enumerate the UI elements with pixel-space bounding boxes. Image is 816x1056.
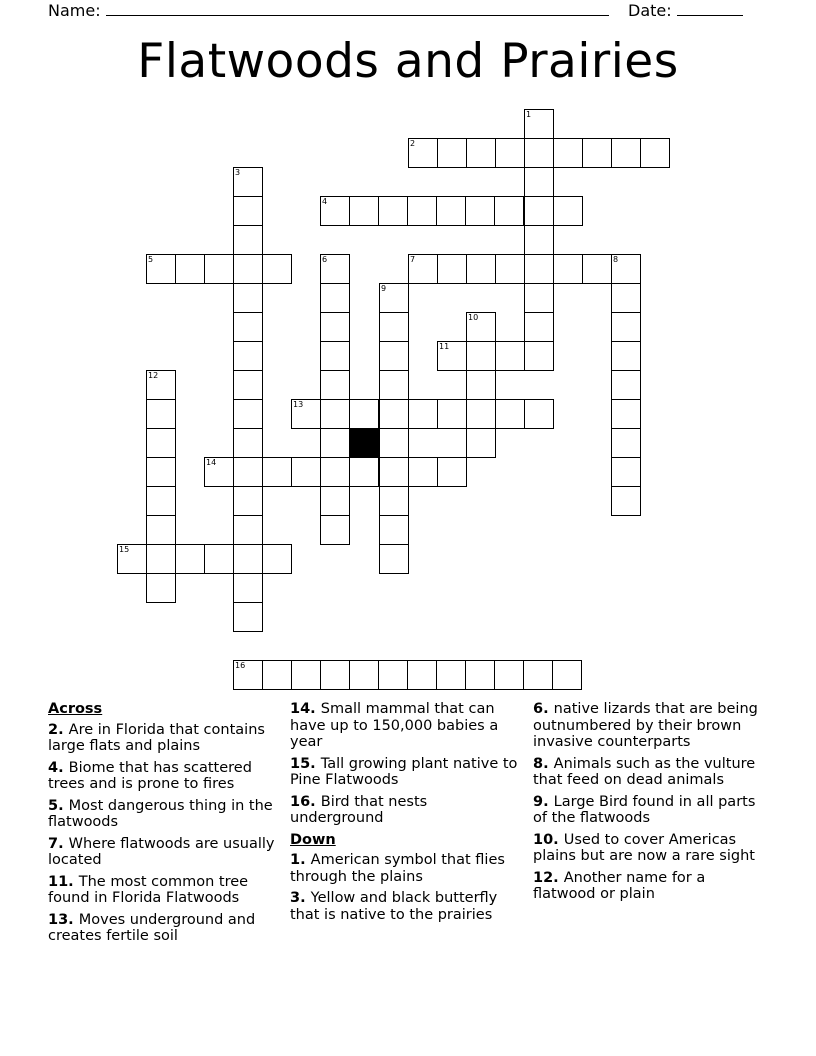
crossword-cell[interactable] <box>320 283 350 313</box>
crossword-cell[interactable] <box>320 196 350 226</box>
crossword-cell[interactable] <box>466 254 496 284</box>
crossword-cell[interactable] <box>233 602 263 632</box>
across-clue <box>290 794 525 827</box>
crossword-cell[interactable] <box>320 457 350 487</box>
crossword-cell[interactable] <box>437 457 467 487</box>
crossword-cell[interactable] <box>465 196 495 226</box>
crossword-cell[interactable] <box>233 486 263 516</box>
across-clue <box>48 836 283 869</box>
down-clue <box>290 852 525 885</box>
crossword-black-cell <box>349 428 379 458</box>
crossword-cell[interactable] <box>408 457 438 487</box>
clue-number: 14. <box>290 701 321 717</box>
crossword-cell[interactable] <box>233 660 263 690</box>
crossword-cell[interactable] <box>291 660 321 690</box>
clue-number-4: 4 <box>322 197 328 206</box>
crossword-cell[interactable] <box>146 515 176 545</box>
clue-number: 5. <box>48 797 69 814</box>
crossword-cell[interactable] <box>379 428 409 458</box>
clue-number-14: 14 <box>206 458 217 467</box>
crossword-cell[interactable] <box>233 225 263 255</box>
crossword-cell[interactable] <box>233 457 263 487</box>
crossword-cell[interactable] <box>233 283 263 313</box>
crossword-cell[interactable] <box>524 283 554 313</box>
crossword-cell[interactable] <box>146 457 176 487</box>
across-clue <box>48 760 283 793</box>
clue-number-13: 13 <box>293 400 304 409</box>
crossword-cell[interactable] <box>611 428 641 458</box>
crossword-cell[interactable] <box>379 312 409 342</box>
clue-text: Where flatwoods are usually located <box>48 835 275 868</box>
clue-number-8: 8 <box>613 255 619 264</box>
clue-number: 4. <box>48 759 69 776</box>
crossword-cell[interactable] <box>378 196 408 226</box>
crossword-cell[interactable] <box>524 254 554 284</box>
clue-number-10: 10 <box>468 313 479 322</box>
crossword-cell[interactable] <box>379 486 409 516</box>
clue-text: Most dangerous thing in the flatwoods <box>48 797 273 830</box>
clue-column-2 <box>290 701 525 928</box>
clue-number-9: 9 <box>381 284 387 293</box>
crossword-cell[interactable] <box>437 399 467 429</box>
crossword-cell[interactable] <box>378 660 408 690</box>
crossword-cell[interactable] <box>495 254 525 284</box>
crossword-cell[interactable] <box>146 573 176 603</box>
crossword-cell[interactable] <box>175 544 205 574</box>
crossword-cell[interactable] <box>408 399 438 429</box>
crossword-cell[interactable] <box>524 312 554 342</box>
clue-number-5: 5 <box>148 255 154 264</box>
crossword-cell[interactable] <box>582 138 612 168</box>
crossword-cell[interactable] <box>582 254 612 284</box>
crossword-cell[interactable] <box>611 457 641 487</box>
clue-number-16: 16 <box>235 661 246 670</box>
clue-text: Another name for a flatwood or plain <box>533 869 706 902</box>
crossword-cell[interactable] <box>466 341 496 371</box>
crossword-cell[interactable] <box>437 341 467 371</box>
clue-number: 8. <box>533 755 554 772</box>
clue-number-7: 7 <box>410 255 416 264</box>
crossword-cell[interactable] <box>233 312 263 342</box>
down-clue <box>533 832 768 865</box>
crossword-cell[interactable] <box>262 457 292 487</box>
crossword-cell[interactable] <box>379 341 409 371</box>
crossword-cell[interactable] <box>146 399 176 429</box>
crossword-cell[interactable] <box>495 399 525 429</box>
down-clue <box>533 794 768 827</box>
crossword-cell[interactable] <box>233 428 263 458</box>
clue-number: 10. <box>533 831 564 848</box>
crossword-cell[interactable] <box>204 457 234 487</box>
clue-text: Bird that nests underground <box>290 793 428 826</box>
crossword-cell[interactable] <box>553 138 583 168</box>
crossword-cell[interactable] <box>494 660 524 690</box>
clue-text: Are in Florida that contains large flats and plains <box>48 721 265 754</box>
crossword-cell[interactable] <box>233 573 263 603</box>
name-label: Name: <box>48 1 101 20</box>
clue-number: 13. <box>48 911 79 928</box>
crossword-cell[interactable] <box>466 428 496 458</box>
crossword-cell[interactable] <box>320 660 350 690</box>
crossword-cell[interactable] <box>379 370 409 400</box>
clue-number: 1. <box>290 852 311 868</box>
down-heading: Down <box>290 831 336 848</box>
clue-text: Biome that has scattered trees and is prone to fires <box>48 759 252 792</box>
clue-number-15: 15 <box>119 545 130 554</box>
crossword-cell[interactable] <box>320 370 350 400</box>
crossword-cell[interactable] <box>379 544 409 574</box>
clue-text: Large Bird found in all parts of the flatwoods <box>533 793 756 826</box>
crossword-cell[interactable] <box>146 254 176 284</box>
clue-text: native lizards that are being outnumbered by their brown invasive counterparts <box>533 701 758 750</box>
crossword-cell[interactable] <box>611 254 641 284</box>
crossword-cell[interactable] <box>495 341 525 371</box>
crossword-cell[interactable] <box>524 196 554 226</box>
clue-number: 2. <box>48 721 69 738</box>
crossword-cell[interactable] <box>349 660 379 690</box>
down-clue <box>533 756 768 789</box>
crossword-cell[interactable] <box>553 196 583 226</box>
crossword-cell[interactable] <box>233 370 263 400</box>
down-clue <box>290 890 525 923</box>
clue-number: 9. <box>533 793 554 810</box>
across-clue <box>290 701 525 751</box>
crossword-cell[interactable] <box>320 341 350 371</box>
across-heading: Across <box>48 701 103 717</box>
crossword-cell[interactable] <box>524 167 554 197</box>
clue-number: 6. <box>533 701 554 717</box>
across-clue <box>290 756 525 789</box>
crossword-cell[interactable] <box>466 370 496 400</box>
crossword-cell[interactable] <box>437 254 467 284</box>
crossword-cell[interactable] <box>233 167 263 197</box>
crossword-cell[interactable] <box>436 660 466 690</box>
clue-number-3: 3 <box>235 168 241 177</box>
crossword-cell[interactable] <box>117 544 147 574</box>
crossword-cell[interactable] <box>146 486 176 516</box>
crossword-cell[interactable] <box>524 399 554 429</box>
crossword-cell[interactable] <box>320 428 350 458</box>
crossword-cell[interactable] <box>175 254 205 284</box>
clue-text: American symbol that flies through the plains <box>290 852 505 885</box>
crossword-cell[interactable] <box>146 428 176 458</box>
across-clue <box>48 798 283 831</box>
clue-number-6: 6 <box>322 255 328 264</box>
crossword-cell[interactable] <box>611 138 641 168</box>
crossword-cell[interactable] <box>524 109 554 139</box>
crossword-cell[interactable] <box>320 486 350 516</box>
clue-text: Animals such as the vulture that feed on dead animals <box>533 755 756 788</box>
clue-column-1 <box>48 701 283 950</box>
down-clue <box>533 870 768 903</box>
crossword-cell[interactable] <box>465 660 495 690</box>
crossword-cell[interactable] <box>320 515 350 545</box>
down-clue <box>533 701 768 751</box>
across-clue <box>48 722 283 755</box>
crossword-cell[interactable] <box>437 138 467 168</box>
crossword-cell[interactable] <box>349 457 379 487</box>
crossword-cell[interactable] <box>407 196 437 226</box>
clue-text: The most common tree found in Florida Flatwoods <box>48 873 249 906</box>
crossword-cell[interactable] <box>524 341 554 371</box>
clue-number: 11. <box>48 873 79 890</box>
page-title: Flatwoods and Prairies <box>137 34 679 89</box>
across-clue <box>48 874 283 907</box>
crossword-cell[interactable] <box>611 370 641 400</box>
clue-number: 16. <box>290 793 321 810</box>
clue-number: 7. <box>48 835 69 852</box>
clue-text: Moves underground and creates fertile soil <box>48 911 256 944</box>
crossword-cell[interactable] <box>494 196 524 226</box>
crossword-cell[interactable] <box>379 283 409 313</box>
crossword-cell[interactable] <box>349 399 379 429</box>
crossword-cell[interactable] <box>262 254 292 284</box>
crossword-cell[interactable] <box>291 457 321 487</box>
crossword-cell[interactable] <box>408 254 438 284</box>
clue-text: Tall growing plant native to Pine Flatwoods <box>290 755 518 788</box>
date-label: Date: <box>628 1 672 20</box>
across-clue <box>48 912 283 945</box>
crossword-cell[interactable] <box>262 660 292 690</box>
clue-number-1: 1 <box>526 110 532 119</box>
crossword-cell[interactable] <box>611 283 641 313</box>
crossword-cell[interactable] <box>320 399 350 429</box>
clue-number-2: 2 <box>410 139 416 148</box>
crossword-cell[interactable] <box>611 399 641 429</box>
crossword-cell[interactable] <box>349 196 379 226</box>
crossword-cell[interactable] <box>523 660 553 690</box>
crossword-cell[interactable] <box>146 370 176 400</box>
crossword-cell[interactable] <box>466 312 496 342</box>
crossword-cell[interactable] <box>320 312 350 342</box>
clue-number: 15. <box>290 755 321 772</box>
crossword-cell[interactable] <box>320 254 350 284</box>
crossword-cell[interactable] <box>611 312 641 342</box>
crossword-cell[interactable] <box>379 399 409 429</box>
clue-number-12: 12 <box>148 371 159 380</box>
crossword-cell[interactable] <box>466 138 496 168</box>
clue-column-3 <box>533 701 768 908</box>
crossword-cell[interactable] <box>379 457 409 487</box>
crossword-cell[interactable] <box>233 544 263 574</box>
crossword-cell[interactable] <box>495 138 525 168</box>
crossword-cell[interactable] <box>524 138 554 168</box>
clue-text: Yellow and black butterfly that is native to the prairies <box>290 890 498 923</box>
crossword-cell[interactable] <box>553 254 583 284</box>
clue-text: Small mammal that can have up to 150,000 babies a year <box>290 701 499 750</box>
crossword-cell[interactable] <box>204 544 234 574</box>
clue-number: 12. <box>533 869 564 886</box>
clue-number: 3. <box>290 890 311 906</box>
clue-text: Used to cover Americas plains but are now a rare sight <box>533 831 755 864</box>
clue-number-11: 11 <box>439 342 450 351</box>
crossword-cell[interactable] <box>262 544 292 574</box>
crossword-cell[interactable] <box>640 138 670 168</box>
crossword-cell[interactable] <box>466 399 496 429</box>
crossword-cell[interactable] <box>204 254 234 284</box>
crossword-cell[interactable] <box>611 486 641 516</box>
crossword-cell[interactable] <box>408 138 438 168</box>
crossword-cell[interactable] <box>233 254 263 284</box>
crossword-cell[interactable] <box>524 225 554 255</box>
crossword-cell[interactable] <box>407 660 437 690</box>
crossword-cell[interactable] <box>436 196 466 226</box>
crossword-cell[interactable] <box>291 399 321 429</box>
crossword-cell[interactable] <box>233 515 263 545</box>
crossword-cell[interactable] <box>233 341 263 371</box>
crossword-cell[interactable] <box>233 399 263 429</box>
crossword-cell[interactable] <box>146 544 176 574</box>
crossword-cell[interactable] <box>233 196 263 226</box>
crossword-cell[interactable] <box>379 515 409 545</box>
crossword-cell[interactable] <box>611 341 641 371</box>
crossword-cell[interactable] <box>552 660 582 690</box>
